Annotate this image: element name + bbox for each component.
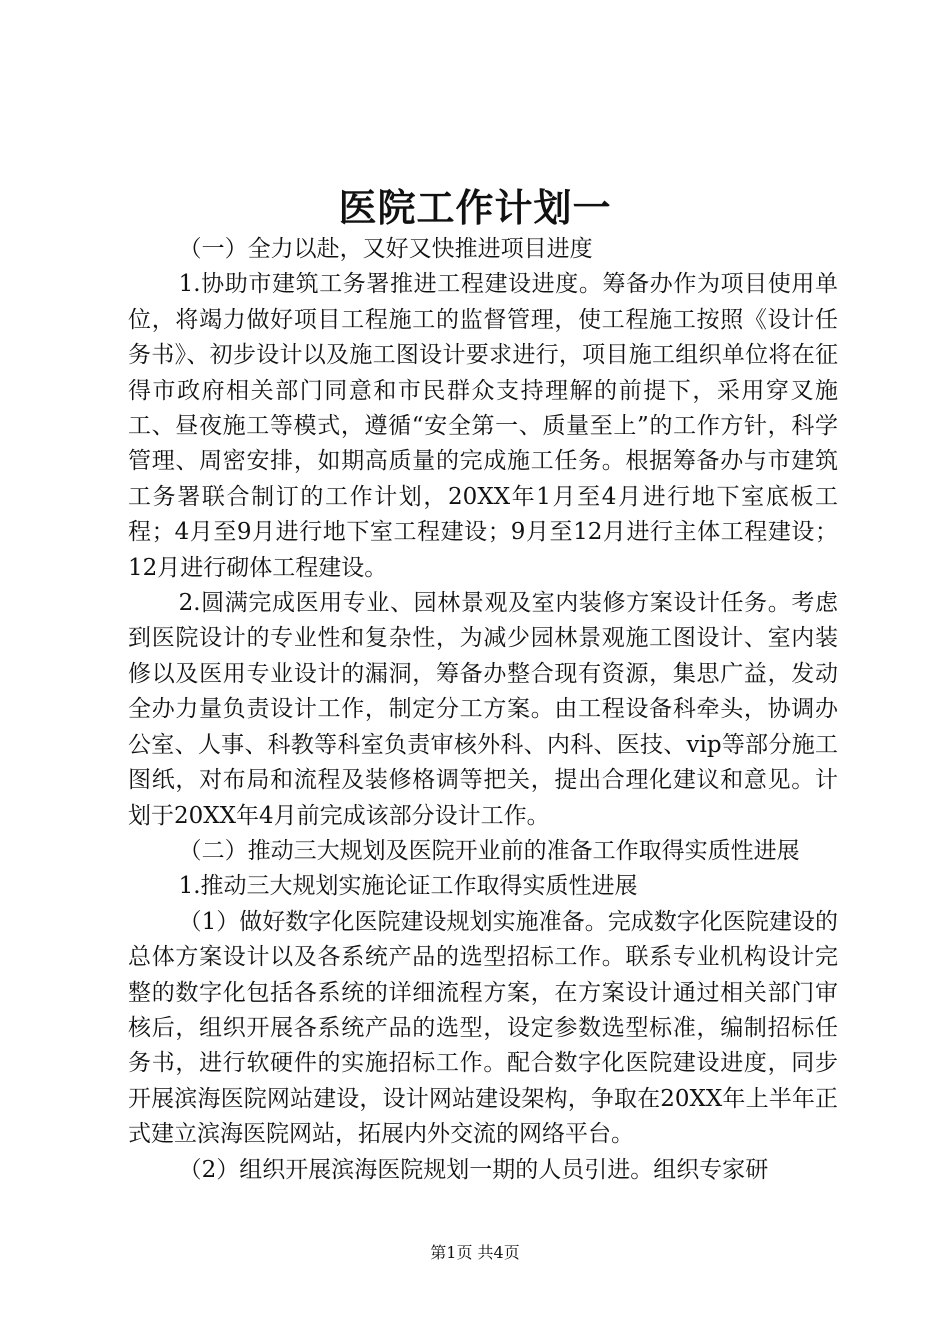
section-heading-2: （二）推动三大规划及医院开业前的准备工作取得实质性进展 <box>178 837 800 864</box>
paragraph-2-1-2: （2）组织开展滨海医院规划一期的人员引进。组织专家研 <box>178 1156 769 1183</box>
paragraph-2-1-1: （1）做好数字化医院建设规划实施准备。完成数字化医院建设的总体方案设计以及各系统产品的选型招标工作。联系专业机构设计完整的数字化包括各系统的详细流程方案，在方案设计通过相关部门审核后，组织开展各系统产品的选型，设定参数选型标准，编制招标任务书，进行软硬件的实施招标工作。配合数字化医院建设进度，同步开展滨海医院网站建设，设计网站建设架构，争取在20XX年上半年正式建立滨海医院网站，拓展内外交流的网络平台。 <box>128 908 838 1148</box>
subsection-heading-2-1: 1.推动三大规划实施论证工作取得实质性进展 <box>178 873 638 900</box>
page-footer: 第1页 共4页 <box>430 1243 520 1262</box>
paragraph-1-1: 1.协助市建筑工务署推进工程建设进度。筹备办作为项目使用单位，将竭力做好项目工程施工的监督管理，使工程施工按照《设计任务书》、初步设计以及施工图设计要求进行，项目施工组织单位将在征得市政府相关部门同意和市民群众支持理解的前提下，采用穿叉施工、昼夜施工等模式，遵循“安全第一、质量至上”的工作方针，科学管理、周密安排，如期高质量的完成施工任务。根据筹备办与市建筑工务署联合制订的工作计划，20XX年1月至4月进行地下室底板工程；4月至9月进行地下室工程建设；9月至12月进行主体工程建设；12月进行砌体工程建设。 <box>128 271 838 581</box>
paragraph-1-2: 2.圆满完成医用专业、园林景观及室内装修方案设计任务。考虑到医院设计的专业性和复杂性，为减少园林景观施工图设计、室内装修以及医用专业设计的漏洞，筹备办整合现有资源，集思广益，发动全办力量负责设计工作，制定分工方案。由工程设备科牵头，协调办公室、人事、科教等科室负责审核外科、内科、医技、vip等部分施工图纸，对布局和流程及装修格调等把关，提出合理化建议和意见。计划于20XX年4月前完成该部分设计工作。 <box>128 590 838 829</box>
section-heading-1: （一）全力以赴，又好又快推进项目进度 <box>178 236 593 262</box>
document-body <box>128 232 838 1188</box>
document-title: 医院工作计划一 <box>338 185 612 230</box>
